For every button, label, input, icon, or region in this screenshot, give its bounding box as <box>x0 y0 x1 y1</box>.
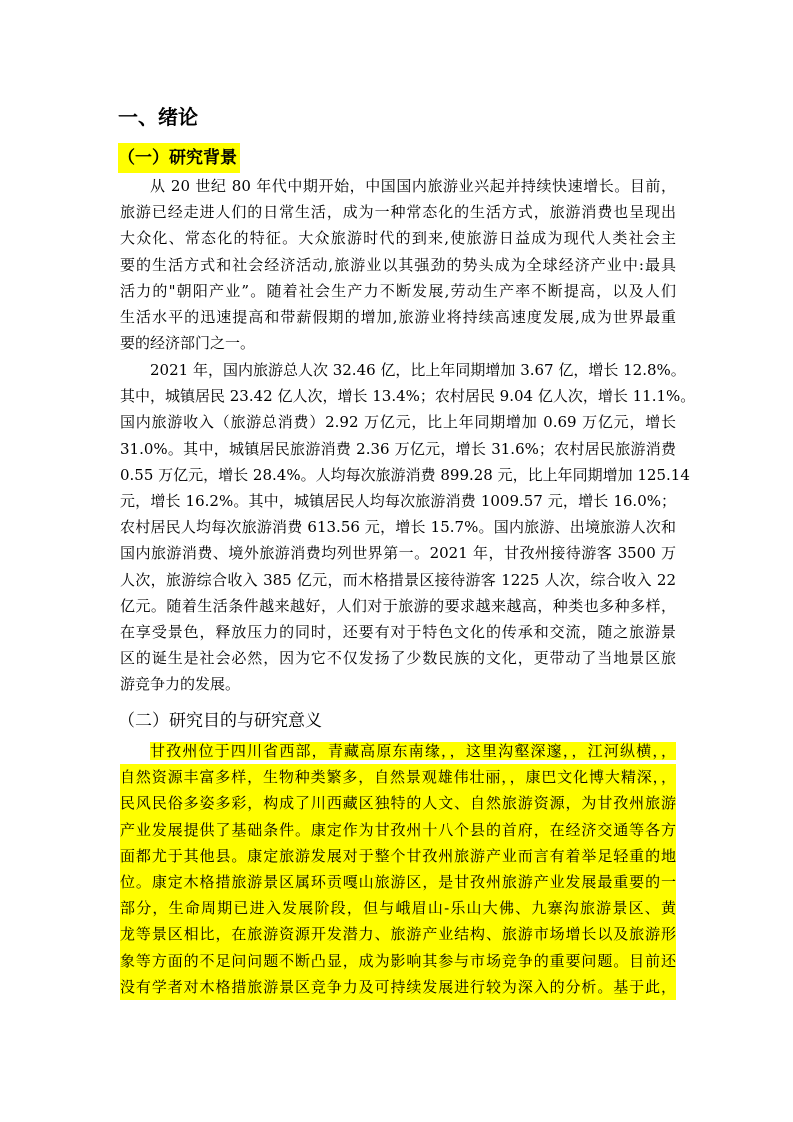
text-line: 龙等景区相比，在旅游资源开发潜力、旅游产业结构、旅游市场增长以及旅游形 <box>120 921 676 947</box>
paragraph-statistics <box>120 357 696 697</box>
text-line: 象等方面的不足问问题不断凸显，成为影响其参与市场竞争的重要问题。目前还 <box>120 948 676 974</box>
text-line: 其中，城镇居民 23.42 亿人次，增长 13.4%；农村居民 9.04 亿人次，增长 11.1%。 <box>120 387 696 406</box>
text-line: 从 20 世纪 80 年代中期开始，中国国内旅游业兴起并持续快速增长。目前， <box>150 177 676 195</box>
text-line: 区的诞生是社会必然，因为它不仅发扬了少数民族的文化，更带动了当地景区旅 <box>120 649 676 668</box>
text-line: 要的生活方式和社会经济活动,旅游业以其强劲的势头成为全球经济产业中:最具 <box>120 255 676 274</box>
text-line: 农村居民人均每次旅游消费 613.56 元，增长 15.7%。国内旅游、出境旅游人次和 <box>120 518 676 537</box>
text-line: 31.0%。其中，城镇居民旅游消费 2.36 万亿元，增长 31.6%；农村居民旅游消费 <box>120 439 676 458</box>
text-line: 游竞争力的发展。 <box>120 675 241 694</box>
text-line: 在享受景色，释放压力的同时，还要有对于特色文化的传承和交流，随之旅游景 <box>120 622 676 641</box>
text-line: 面都尤于其他县。康定旅游发展对于整个甘孜州旅游产业而言有着举足轻重的地 <box>120 843 676 869</box>
text-line: 国内旅游收入（旅游总消费）2.92 万亿元，比上年同期增加 0.69 万亿元，增长 <box>120 413 676 432</box>
text-line: 元，增长 16.2%。其中，城镇居民人均每次旅游消费 1009.57 元，增长 16.0%； <box>120 491 676 510</box>
text-line: 民风民俗多姿多彩，构成了川西藏区独特的人文、自然旅游资源，为甘孜州旅游 <box>120 790 676 816</box>
highlighted-text: 甘孜州位于四川省西部，青藏高原东南缘，，这里沟壑深邃，，江河纵横，， <box>150 742 676 760</box>
text-line: 活力的"朝阳产业”。随着社会生产力不断发展,劳动生产率不断提高，以及人们 <box>120 281 676 300</box>
text-line: 0.55 万亿元，增长 28.4%。人均每次旅游消费 899.28 元，比上年同期增加 125.14 <box>120 465 690 484</box>
text-line: 要的经济部门之一。 <box>120 334 256 353</box>
text-line: 没有学者对木格措旅游景区竞争力及可持续发展进行较为深入的分析。基于此， <box>120 974 676 1000</box>
text-line: 国内旅游消费、境外旅游消费均列世界第一。2021 年，甘孜州接待游客 3500 万 <box>120 544 676 563</box>
text-line: 大众化、常态化的特征。大众旅游时代的到来,使旅游日益成为现代人类社会主 <box>120 229 676 248</box>
text-line: 自然资源丰富多样，生物种类繁多，自然景观雄伟壮丽，，康巴文化博大精深，， <box>120 764 676 790</box>
subsection-heading-background: （一）研究背景 <box>118 143 240 173</box>
text-line: 产业发展提供了基础条件。康定作为甘孜州十八个县的首府，在经济交通等各方 <box>120 817 676 843</box>
text-line: 部分，生命周期已进入发展阶段，但与峨眉山-乐山大佛、九寨沟旅游景区、黄 <box>120 895 676 921</box>
text-line: 人次，旅游综合收入 385 亿元，而木格措景区接待游客 1225 人次，综合收入 22 <box>120 570 676 589</box>
text-line: 生活水平的迅速提高和带薪假期的增加,旅游业将持续高速度发展,成为世界最重 <box>120 307 676 326</box>
text-line: 位。康定木格措旅游景区属环贡嘎山旅游区，是甘孜州旅游产业发展最重要的一 <box>120 869 676 895</box>
text-line <box>120 738 676 764</box>
text-line: 亿元。随着生活条件越来越好，人们对于旅游的要求越来越高，种类也多种多样， <box>120 596 676 615</box>
subsection-heading-purpose: （二）研究目的与研究意义 <box>118 711 322 731</box>
text-line: 旅游已经走进人们的日常生活，成为一种常态化的生活方式，旅游消费也呈现出 <box>120 203 676 222</box>
text-line: 2021 年，国内旅游总人次 32.46 亿，比上年同期增加 3.67 亿，增长 12.8%。 <box>150 361 686 379</box>
paragraph-purpose <box>120 738 676 1000</box>
section-heading: 一、绪论 <box>118 105 198 129</box>
paragraph-background <box>120 173 676 356</box>
